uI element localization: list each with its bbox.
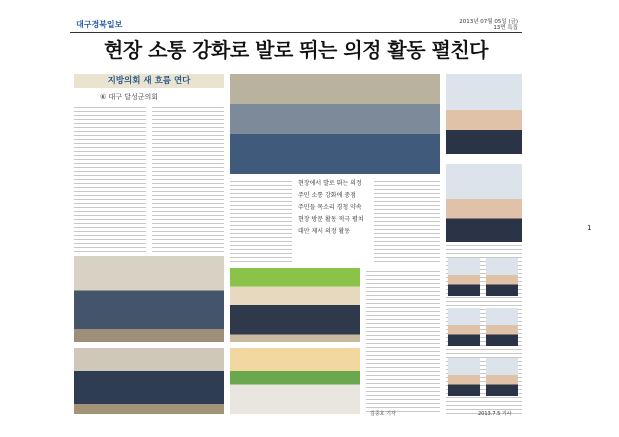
section-label: 13면 특집 <box>493 25 518 31</box>
member-portrait <box>486 308 518 346</box>
article-column-1 <box>74 104 146 252</box>
member-portrait <box>448 358 480 396</box>
article-column-3 <box>230 178 292 264</box>
council-meeting-photo <box>230 74 440 174</box>
paper-name: 대구경북일보 <box>76 20 123 29</box>
pull-quote: 현장에서 발로 뛰는 의정 <box>298 180 362 187</box>
chairman-portrait <box>446 74 522 154</box>
group-photo-awards <box>74 256 224 342</box>
member-portrait <box>486 358 518 396</box>
reporter-byline: 김종호 기자 <box>370 411 396 417</box>
series-subtitle: ⑥ 대구 달성군의회 <box>100 93 159 101</box>
footer-right: 2013.7.5 기사 <box>478 411 512 417</box>
member-portrait <box>448 308 480 346</box>
member-portrait <box>448 258 480 296</box>
page-side-number: 1 <box>587 224 592 232</box>
issue-date: 2013년 07월 05일 (금) <box>459 19 518 25</box>
article-column-5 <box>366 268 440 414</box>
series-banner: 지방의회 새 흐름 연다 <box>74 74 224 88</box>
pull-quote: 주민들 목소리 경청 약속 <box>298 204 362 211</box>
newspaper-page <box>70 18 522 420</box>
article-column-2 <box>152 104 224 252</box>
pull-quote: 현장 방문 활동 적극 펼쳐 <box>298 216 364 223</box>
vice-chairman-portrait <box>446 164 522 242</box>
group-photo-council <box>74 348 224 414</box>
masthead <box>70 18 522 33</box>
date-line <box>459 19 518 31</box>
pull-quote: 주민 소통 강화에 중점 <box>298 192 356 199</box>
member-portrait <box>486 258 518 296</box>
event-booth-photo <box>230 348 360 414</box>
pull-quotes <box>298 178 368 238</box>
article-column-4 <box>374 178 440 264</box>
pull-quote: 대안 제시 의정 활동 <box>298 228 351 235</box>
ribbon-ceremony-photo <box>230 268 360 342</box>
headline: 현장 소통 강화로 발로 뛰는 의정 활동 펼친다 <box>104 38 488 62</box>
